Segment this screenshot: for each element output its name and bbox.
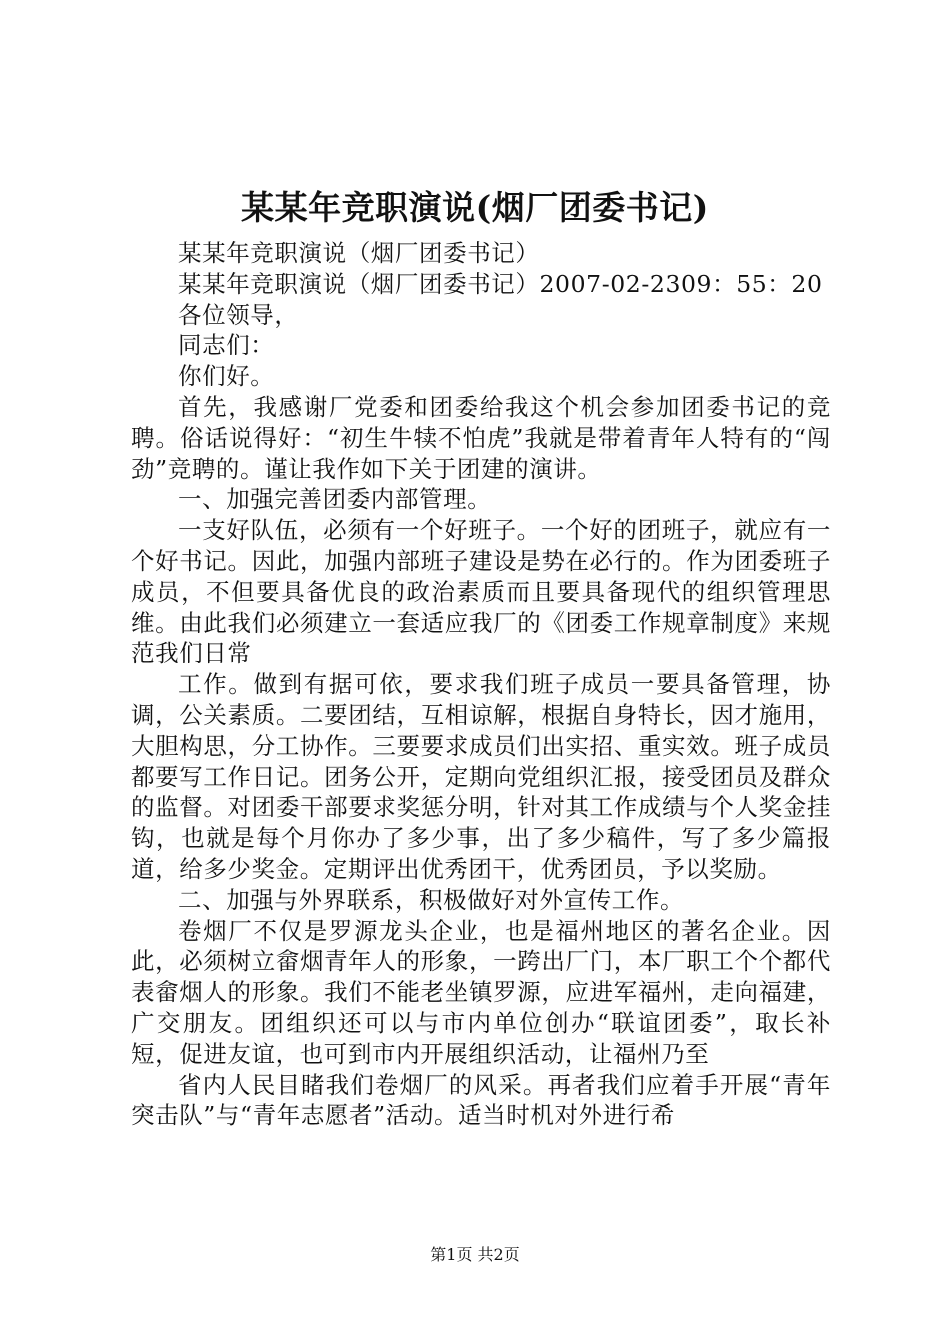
paragraph-salutation-comrades: 同志们： [178, 331, 275, 360]
paragraph-introduction: 首先，我感谢厂党委和团委给我这个机会参加团委书记的竞聘。俗话说得好：“初生牛犊不怕虎”我就是带着青年人特有的“闯劲”竞聘的。谨让我作如下关于团建的演讲。 [131, 392, 831, 483]
paragraph-activities: 省内人民目睹我们卷烟厂的风采。再者我们应着手开展“青年突击队”与“青年志愿者”活动。适当时机对外进行希 [131, 1070, 831, 1130]
paragraph-team-building: 一支好队伍，必须有一个好班子。一个好的团班子，就应有一个好书记。因此，加强内部班子建设是势在必行的。作为团委班子成员，不但要具备优良的政治素质而且要具备现代的组织管理思维。由此我们必须建立一套适应我厂的《团委工作规章制度》来规范我们日常 [131, 516, 831, 668]
page-footer: 第1页 共2页 [430, 1245, 520, 1264]
section-heading-2: 二、加强与外界联系，积极做好对外宣传工作。 [178, 885, 685, 914]
paragraph-salutation-leaders: 各位领导， [178, 300, 299, 329]
paragraph-greeting: 你们好。 [178, 362, 275, 391]
document-title: 某某年竞职演说(烟厂团委书记) [241, 188, 709, 227]
paragraph-subtitle-date: 某某年竞职演说（烟厂团委书记）2007-02-2309：55：20 [178, 269, 823, 298]
paragraph-subtitle: 某某年竞职演说（烟厂团委书记） [178, 239, 540, 267]
paragraph-work-rules: 工作。做到有据可依，要求我们班子成员一要具备管理，协调，公关素质。二要团结，互相谅解，根据自身特长，因才施用，大胆构思，分工协作。三要要求成员们出实招、重实效。班子成员都要写工作日记。团务公开，定期向党组织汇报，接受团员及群众的监督。对团委干部要求奖惩分明，针对其工作成绩与个人奖金挂钩，也就是每个月你办了多少事，出了多少稿件，写了多少篇报道，给多少奖金。定期评出优秀团干，优秀团员，予以奖励。 [131, 670, 831, 883]
section-heading-1: 一、加强完善团委内部管理。 [178, 485, 492, 514]
document-body [131, 238, 831, 1131]
paragraph-external-publicity: 卷烟厂不仅是罗源龙头企业，也是福州地区的著名企业。因此，必须树立畲烟青年人的形象，一跨出厂门，本厂职工个个都代表畲烟人的形象。我们不能老坐镇罗源，应进军福州，走向福建，广交朋友。团组织还可以与市内单位创办“联谊团委”，取长补短，促进友谊，也可到市内开展组织活动，让福州乃至 [131, 916, 831, 1068]
